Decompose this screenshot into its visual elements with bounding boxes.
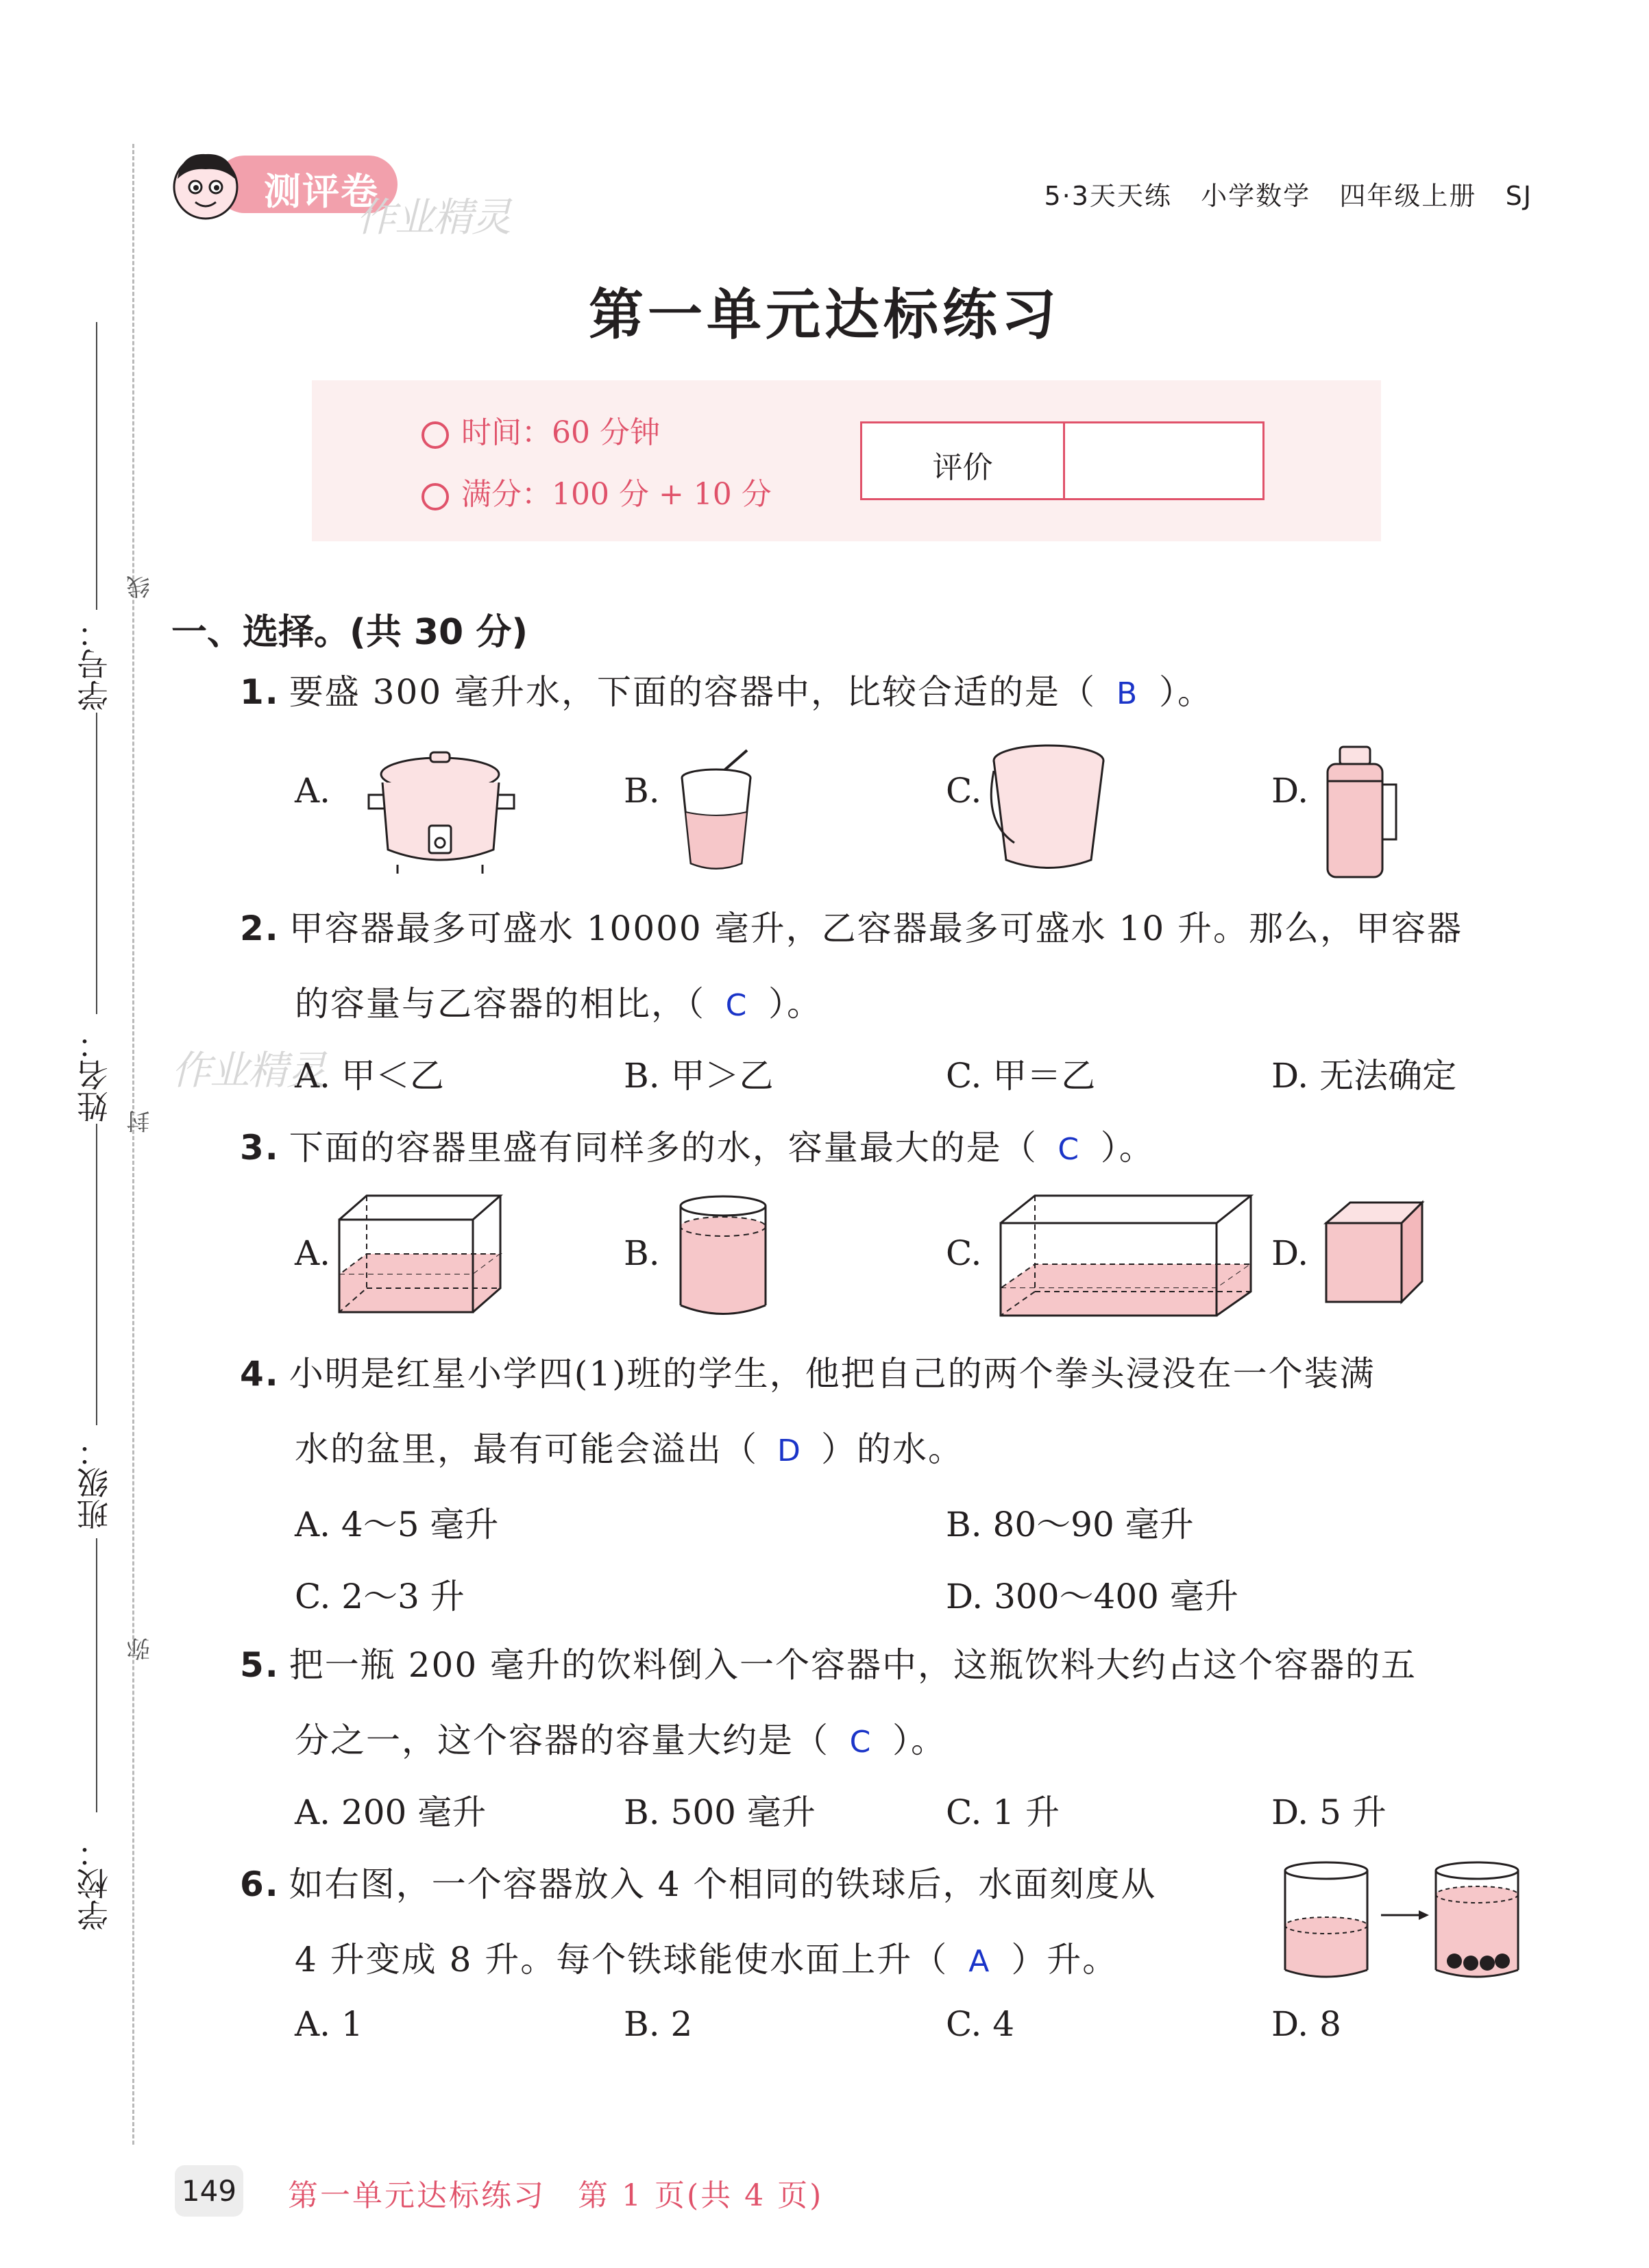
name-label: 姓名： <box>76 1028 113 1122</box>
watermark-body: 作业精灵 <box>171 1047 326 1094</box>
answer-2: C <box>725 988 748 1023</box>
q5-option-d: D. 5 升 <box>1271 1792 1387 1832</box>
question-1: 1. 要盛 300 毫升水，下面的容器中，比较合适的是（ B ）。 <box>240 672 1214 712</box>
grade-name: 四年级上册 <box>1339 181 1477 211</box>
question-2-line-2: 的容量与乙容器的相比，（ C ）。 <box>295 984 822 1024</box>
iron-ball-container-diagram <box>1282 1857 1569 1987</box>
watermark-header: 作业精灵 <box>356 194 511 241</box>
paper-cup-icon <box>679 747 761 877</box>
q6-option-c: C. 4 <box>946 2004 1015 2044</box>
cut-word-line: 线 <box>127 576 154 599</box>
q4-option-a: A. 4～5 毫升 <box>295 1505 499 1544</box>
q6-option-d: D. 8 <box>1271 2004 1341 2044</box>
check-circle-icon <box>422 483 449 510</box>
thermos-icon <box>1319 743 1402 880</box>
section-heading: 一、选择。(共 30 分) <box>171 612 528 653</box>
wide-box-container-c-icon <box>997 1192 1258 1319</box>
q2-option-b: B. 甲＞乙 <box>624 1056 774 1096</box>
box-container-a-icon <box>336 1192 507 1316</box>
q4-option-d: D. 300～400 毫升 <box>946 1577 1238 1616</box>
question-6-line-2: 4 升变成 8 升。每个铁球能使水面上升（ A ）升。 <box>295 1940 1119 1980</box>
cut-word-seal: 封 <box>127 1110 154 1133</box>
footer-text: 第一单元达标练习 第 1 页(共 4 页) <box>288 2178 824 2213</box>
q1-option-b: B. <box>624 771 660 811</box>
evaluation-box <box>860 421 1265 500</box>
q2-option-d: D. 无法确定 <box>1271 1056 1457 1096</box>
student-id-blank-lower <box>96 713 97 1014</box>
q3-option-b: B. <box>624 1233 660 1273</box>
question-3: 3. 下面的容器里盛有同样多的水，容量最大的是（ C ）。 <box>240 1128 1155 1168</box>
q4-option-b: B. 80～90 毫升 <box>946 1505 1194 1544</box>
name-blank <box>96 1124 97 1425</box>
exam-info-box <box>312 380 1381 541</box>
q4-option-c: C. 2～3 升 <box>295 1577 465 1616</box>
q3-option-c: C. <box>946 1233 982 1273</box>
answer-4: D <box>777 1433 802 1468</box>
answer-3: C <box>1058 1132 1081 1167</box>
book-info <box>1044 175 1532 212</box>
rice-cooker-icon <box>363 740 521 877</box>
q5-option-b: B. 500 毫升 <box>624 1792 816 1832</box>
q1-option-a: A. <box>295 771 331 811</box>
question-5-line-2: 分之一，这个容器的容量大约是（ C ）。 <box>295 1721 946 1760</box>
q5-option-c: C. 1 升 <box>946 1792 1060 1832</box>
answer-1: B <box>1116 676 1139 711</box>
q3-option-d: D. <box>1271 1233 1309 1273</box>
answer-6: A <box>968 1944 991 1979</box>
page-number: 149 <box>175 2165 243 2217</box>
cartoon-face-icon <box>168 147 243 223</box>
badge-text: 测评卷 <box>264 170 379 213</box>
q1-option-c: C. <box>946 771 982 811</box>
cylinder-container-b-icon <box>675 1192 771 1322</box>
q5-option-a: A. 200 毫升 <box>295 1792 487 1832</box>
clock-icon <box>422 421 449 449</box>
score-row <box>422 469 772 513</box>
evaluation-label: 评价 <box>932 450 993 485</box>
q6-option-a: A. 1 <box>295 2004 363 2044</box>
q6-option-b: B. 2 <box>624 2004 693 2044</box>
edition-name: SJ <box>1505 181 1532 211</box>
binding-dashed-line <box>132 144 134 2145</box>
series-name: 5·3天天练 <box>1044 181 1172 211</box>
time-text: 时间：60 分钟 <box>461 415 660 450</box>
evaluation-divider <box>1063 423 1065 498</box>
student-id-blank <box>96 322 97 610</box>
cut-word-mi: 弥 <box>127 1638 154 1661</box>
q2-option-c: C. 甲＝乙 <box>946 1056 1096 1096</box>
cube-container-d-icon <box>1323 1199 1426 1305</box>
q2-option-a: A. 甲＜乙 <box>295 1056 444 1096</box>
question-5-line-1: 5. 把一瓶 200 毫升的饮料倒入一个容器中，这瓶饮料大约占这个容器的五 <box>240 1645 1417 1685</box>
student-id-label: 学号： <box>76 617 113 711</box>
question-6-line-1: 6. 如右图，一个容器放入 4 个相同的铁球后，水面刻度从 <box>240 1864 1157 1904</box>
answer-5: C <box>849 1725 872 1760</box>
score-text: 满分：100 分 + 10 分 <box>461 477 772 512</box>
class-blank <box>96 1538 97 1812</box>
class-label: 班级： <box>76 1435 113 1530</box>
subject-name: 小学数学 <box>1201 181 1311 211</box>
question-2-line-1: 2. 甲容器最多可盛水 10000 毫升，乙容器最多可盛水 10 升。那么，甲容器 <box>240 909 1463 948</box>
question-4-line-2: 水的盆里，最有可能会溢出（ D ）的水。 <box>295 1429 964 1469</box>
school-label: 学校： <box>76 1836 113 1931</box>
q3-option-a: A. <box>295 1233 331 1273</box>
q1-option-d: D. <box>1271 771 1309 811</box>
time-row <box>422 408 660 452</box>
bucket-icon <box>987 740 1110 877</box>
page-title: 第一单元达标练习 <box>589 282 1060 347</box>
question-4-line-1: 4. 小明是红星小学四(1)班的学生，他把自己的两个拳头浸没在一个装满 <box>240 1354 1376 1394</box>
